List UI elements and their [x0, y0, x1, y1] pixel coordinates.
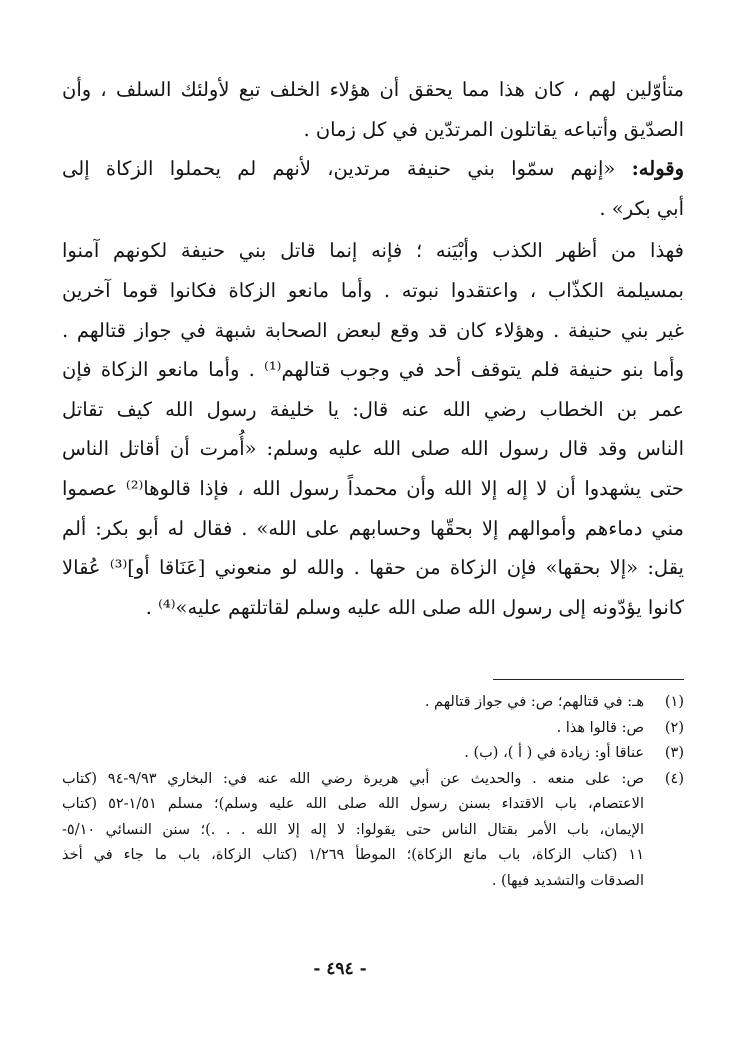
- footnote: [62, 690, 684, 716]
- footnote-text: [62, 741, 644, 767]
- text-line: الناس وقد قال رسول الله صلى الله عليه وسلم: «أُمرت أن أقاتل الناس: [62, 437, 684, 461]
- footnote-number: (١): [664, 694, 684, 710]
- text-line: غير بني حنيفة . وهؤلاء كان قد وقع لبعض الصحابة شبهة في جواز قتالهم .: [62, 318, 684, 342]
- quote-text: «إنهم سمّوا بني حنيفة مرتدين، لأنهم لم يحملوا الزكاة إلى: [62, 157, 616, 181]
- text-line: يقل: «إلا بحقها» فإن الزكاة من حقها . والله لو منعوني [عَنَاقا أو]⁽³⁾ عُقالا: [62, 556, 684, 580]
- footnote: [62, 767, 684, 895]
- footnote-separator: [493, 679, 684, 680]
- footnote-number: (٣): [664, 745, 684, 761]
- footnote-line: عناقا أو: زيادة في ( أ )، (ب) .: [464, 745, 644, 761]
- text-line: الصدّيق وأتباعه يقاتلون المرتدّين في كل زمان .: [303, 117, 684, 141]
- text-line: مني دماءهم وأموالهم إلا بحقّها وحسابهم على الله» . فقال له أبو بكر: ألم: [62, 516, 684, 540]
- page-number: - ٤٩٤ -: [313, 959, 367, 979]
- footnote-text: [62, 767, 644, 895]
- text-line: كانوا يؤدّونه إلى رسول الله صلى الله عليه وسلم لقاتلتهم عليه»⁽⁴⁾ .: [145, 595, 684, 619]
- footnote: [62, 741, 684, 767]
- text-line: [62, 149, 684, 189]
- footnote-line: الاعتصام، باب الاقتداء بسنن رسول الله صلى الله عليه وسلم)؛ مسلم ١/٥١-٥٢ (كتاب: [62, 796, 644, 812]
- footnote-number: (٢): [664, 719, 684, 736]
- footnote-line: ١١ (كتاب الزكاة، باب مانع الزكاة)؛ الموطأ ١/٢٦٩ (كتاب الزكاة، باب ما جاء في أخذ: [62, 847, 644, 863]
- footnote-line: الصدقات والتشديد فيها) .: [491, 872, 644, 889]
- text-line: حتى يشهدوا أن لا إله إلا الله وأن محمداً رسول الله ، فإذا قالوها⁽²⁾ عصموا: [62, 476, 684, 500]
- footnotes: [62, 690, 684, 894]
- footnote-text: [62, 690, 644, 716]
- footnote-line: الإيمان، باب الأمر بقتال الناس حتى يقولوا: لا إله إلا الله . . .)؛ سنن النسائي ٥/١٠-: [62, 821, 644, 838]
- footnote: [62, 716, 684, 742]
- text-line: عمر بن الخطاب رضي الله عنه قال: يا خليفة رسول الله كيف تقاتل: [62, 397, 684, 421]
- text-line: وأما بنو حنيفة فلم يتوقف أحد في وجوب قتالهم⁽¹⁾ . وأما مانعو الزكاة فإن: [62, 358, 684, 382]
- text-line: بمسيلمة الكذّاب ، واعتقدوا نبوته . وأما مانعو الزكاة فكانوا قوما آخرين: [62, 278, 684, 302]
- footnote-number: (٤): [664, 770, 684, 787]
- main-text: [62, 70, 684, 627]
- bold-lead: وقوله:: [631, 157, 684, 181]
- footnote-line: هـ: في قتالهم؛ ص: في جواز قتالهم .: [424, 694, 644, 710]
- footnote-text: [62, 716, 644, 742]
- text-line: فهذا من أظهر الكذب وأبْيَنه ؛ فإنه إنما قاتل بني حنيفة لكونهم آمنوا: [62, 239, 684, 263]
- text-line: متأوّلين لهم ، كان هذا مما يحقق أن هؤلاء الخلف تبع لأولئك السلف ، وأن: [62, 78, 684, 101]
- text-line: أبي بكر» .: [599, 196, 684, 220]
- footnote-line: ص: قالوا هذا .: [556, 719, 644, 736]
- footnote-line: ص: على منعه . والحديث عن أبي هريرة رضي الله عنه في: البخاري ٩/٩٣-٩٤ (كتاب: [62, 770, 644, 787]
